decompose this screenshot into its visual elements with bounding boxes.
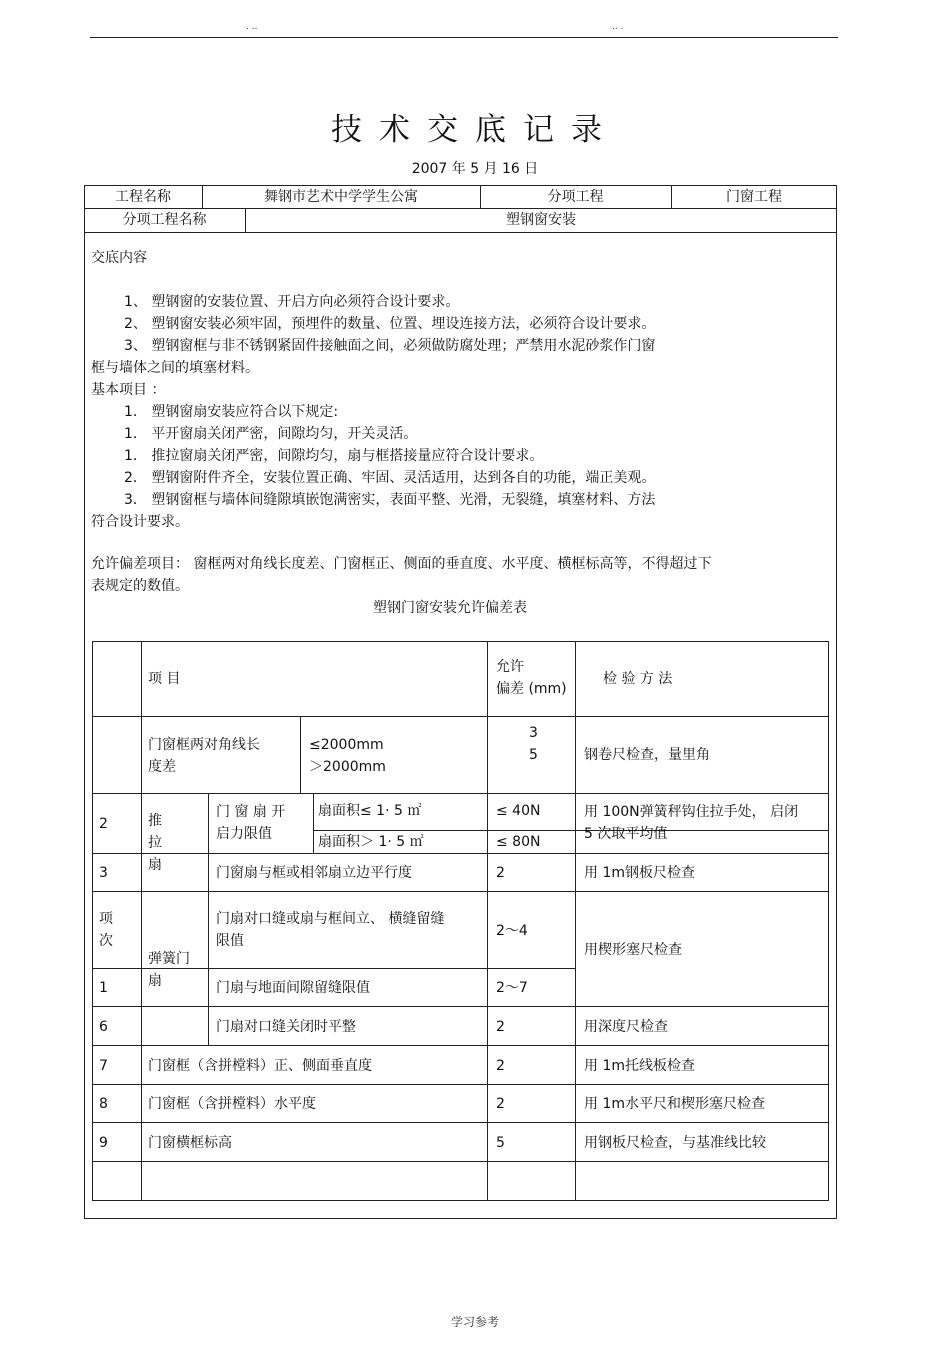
header-dots-right: .. . <box>612 22 624 32</box>
cell-no: 次 <box>99 933 113 949</box>
content-item-cont: 框与墙体之间的填塞材料。 <box>91 360 259 376</box>
basic-item: 2． 塑钢窗附件齐全，安装位置正确、牢固、灵活适用，达到各自的功能，端正美观。 <box>124 470 656 486</box>
basic-item: 1． 塑钢窗扇安装应符合以下规定: <box>124 404 339 420</box>
header-dots-left: . .. <box>246 22 258 32</box>
record-date: 2007 年 5 月 16 日 <box>411 161 539 177</box>
tolerance-text-cont: 表规定的数值。 <box>91 578 189 594</box>
cell-condition: ＞2000mm <box>309 759 386 775</box>
cell-tolerance: 2 <box>496 865 505 881</box>
cell-item: 门窗框（含拼樘料）水平度 <box>148 1096 316 1112</box>
th-tolerance-unit: 偏差 (mm) <box>496 681 567 697</box>
cell-item: 度差 <box>148 759 176 775</box>
row-line <box>92 1045 829 1046</box>
page-title: 技术交底记录 <box>331 112 619 148</box>
cell-tolerance: 5 <box>496 1135 505 1151</box>
basic-item: 1． 平开窗扇关闭严密，间隙均匀，开关灵活。 <box>124 426 418 442</box>
basic-item: 3． 塑钢窗框与墙体间缝隙填嵌饱满密实，表面平整、光滑，无裂缝，填塞材料、方法 <box>124 492 656 508</box>
th-item: 项 目 <box>148 671 181 687</box>
cell-group: 扇 <box>148 857 162 873</box>
cell-item: 门扇对口缝关闭时平整 <box>216 1019 356 1035</box>
row-line <box>92 891 829 892</box>
cell-condition: ≤2000mm <box>309 737 384 753</box>
content-item: 1、 塑钢窗的安装位置、开启方向必须符合设计要求。 <box>124 294 460 310</box>
table-caption: 塑钢门窗安装允许偏差表 <box>373 600 527 616</box>
content-item: 2、 塑钢窗安装必须牢固，预埋件的数量、位置、埋设连接方法，必须符合设计要求。 <box>124 316 656 332</box>
cell-group: 弹簧门 <box>148 951 190 967</box>
row-line <box>92 1122 829 1123</box>
cell-method: 用钢板尺检查，与基准线比较 <box>584 1135 766 1151</box>
cell-tolerance: 3 <box>529 725 538 741</box>
basic-heading: 基本项目 ： <box>91 382 166 398</box>
cell-item: 限值 <box>216 933 244 949</box>
sub-project-name-label: 分项工程名称 <box>122 212 207 228</box>
row-line <box>92 1161 829 1162</box>
cell-item: 门扇与地面间隙留缝限值 <box>216 980 370 996</box>
cell-no: 8 <box>99 1096 108 1112</box>
sub-project-label: 分项工程 <box>547 189 604 205</box>
row-line <box>92 1084 829 1085</box>
basic-item-cont: 符合设计要求。 <box>91 514 189 530</box>
row-line <box>92 1006 829 1007</box>
sub-project-name: 塑钢窗安装 <box>506 212 576 228</box>
cell-tolerance: 2～4 <box>496 923 528 939</box>
col-line <box>208 793 209 891</box>
cell-group: 扇 <box>148 973 162 989</box>
cell-item: 门窗横框标高 <box>148 1135 232 1151</box>
content-item: 3、 塑钢窗框与非不锈钢紧固件接触面之间，必须做防腐处理；严禁用水泥砂浆作门窗 <box>124 338 656 354</box>
cell-tolerance: ≤ 80N <box>496 834 541 850</box>
cell-item: 门窗扇与框或相邻扇立边平行度 <box>216 865 412 881</box>
cell-tolerance: ≤ 40N <box>496 803 541 819</box>
cell-method: 钢卷尺检查，量里角 <box>584 747 710 763</box>
project-name: 舞钢市艺术中学学生公寓 <box>264 189 418 205</box>
cell-method: 用 1m钢板尺检查 <box>584 865 695 881</box>
row-line <box>92 853 829 854</box>
basic-item: 1． 推拉窗扇关闭严密，间隙均匀，扇与框搭接量应符合设计要求。 <box>124 448 544 464</box>
cell-tolerance: 2 <box>496 1058 505 1074</box>
cell-method: 用 1m水平尺和楔形塞尺检查 <box>584 1096 765 1112</box>
col-line <box>313 793 314 853</box>
cell-no: 9 <box>99 1135 108 1151</box>
cell-item: 门窗框（含拼樘料）正、侧面垂直度 <box>148 1058 372 1074</box>
th-tolerance: 允许 <box>496 659 524 675</box>
content-heading: 交底内容 <box>91 250 147 266</box>
cell-item: 启力限值 <box>216 826 272 842</box>
cell-no: 1 <box>99 980 108 996</box>
row-line <box>92 716 829 717</box>
cell-method: 用 100N弹簧秤钩住拉手处， 启闭 <box>584 804 799 820</box>
project-name-label: 工程名称 <box>115 189 171 205</box>
cell-method: 用深度尺检查 <box>584 1019 668 1035</box>
cell-item: 门扇对口缝或扇与框间立、 横缝留缝 <box>216 911 445 927</box>
header-rule <box>90 37 838 38</box>
cell-tolerance: 5 <box>529 747 538 763</box>
col-line <box>487 641 488 1201</box>
cell-tolerance: 2 <box>496 1019 505 1035</box>
col-line <box>208 891 209 1045</box>
cell-method: 5 次取平均值 <box>584 826 668 842</box>
col-line <box>141 641 142 1201</box>
cell-no: 6 <box>99 1019 108 1035</box>
cell-item: 门 窗 扇 开 <box>216 804 286 820</box>
tolerance-text: 允许偏差项目： 窗框两对角线长度差、门窗框正、侧面的垂直度、水平度、横框标高等，不得超过下 <box>91 556 712 572</box>
cell-tolerance: 2 <box>496 1096 505 1112</box>
cell-method: 用楔形塞尺检查 <box>584 942 682 958</box>
cell-no: 2 <box>99 816 108 832</box>
cell-condition: 扇面积≤ 1· 5 ㎡ <box>318 803 422 819</box>
cell-no: 3 <box>99 865 108 881</box>
cell-method: 用 1m托线板检查 <box>584 1058 695 1074</box>
cell-item: 门窗框两对角线长 <box>148 737 260 753</box>
col-line <box>575 641 576 1201</box>
tolerance-table <box>92 641 829 1201</box>
cell-tolerance: 2～7 <box>496 980 528 996</box>
cell-no: 项 <box>99 911 113 927</box>
cell-no: 7 <box>99 1058 108 1074</box>
cell-group: 推 <box>148 813 162 829</box>
row-line <box>92 793 829 794</box>
cell-condition: 扇面积＞ 1· 5 ㎡ <box>318 834 424 850</box>
cell-group: 拉 <box>148 835 162 851</box>
sub-project: 门窗工程 <box>726 189 782 205</box>
col-line <box>300 716 301 793</box>
th-method: 检 验 方 法 <box>603 671 673 687</box>
page-footer: 学习参考 <box>450 1315 499 1329</box>
